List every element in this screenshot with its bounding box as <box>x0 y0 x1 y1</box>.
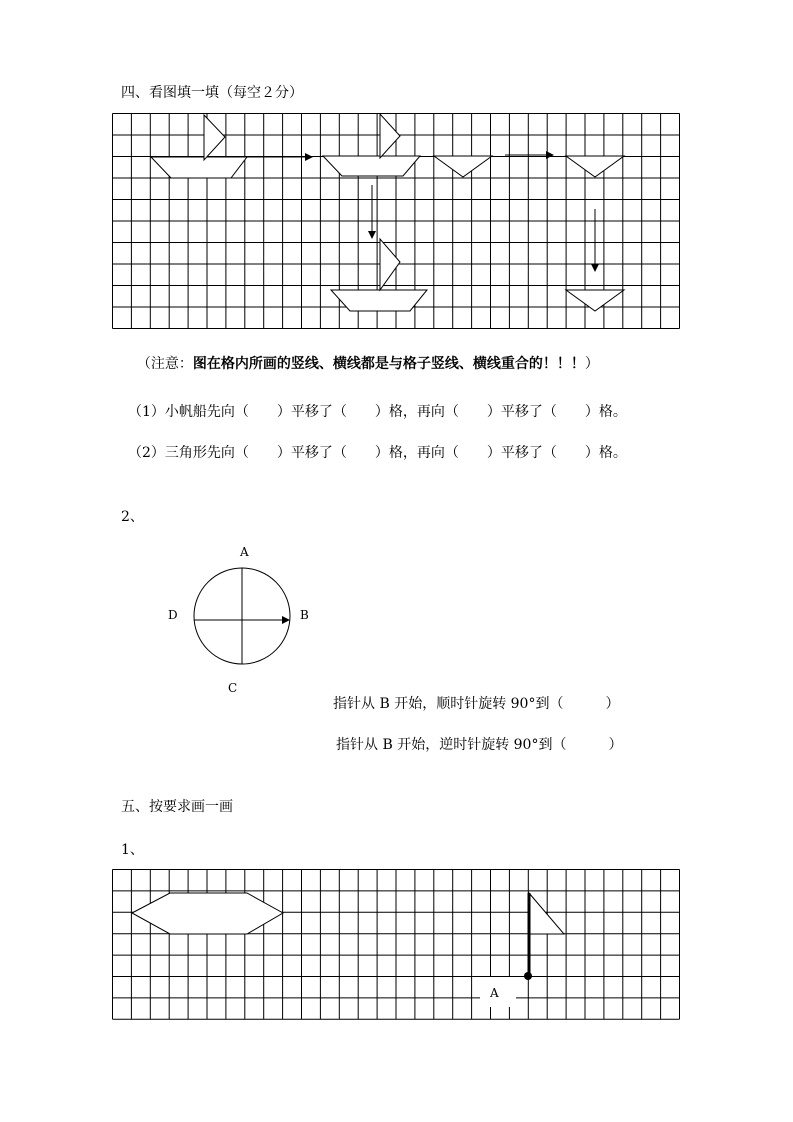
arrow-sailboat-right <box>247 153 313 161</box>
triangle-moved <box>566 156 624 177</box>
note-open: （注意： <box>136 356 193 372</box>
label-c: C <box>228 681 238 695</box>
point-a-label: A <box>490 986 499 1000</box>
question-2: （2）三角形先向（ ）平移了（ ）格，再向（ ）平移了（ ）格。 <box>128 445 627 461</box>
arrow-triangle-down <box>591 209 599 272</box>
label-d: D <box>168 608 178 622</box>
triangle-final <box>566 290 624 311</box>
sailboat-moved <box>323 114 420 176</box>
sailboat-original <box>151 115 247 178</box>
problem2-number: 2、 <box>121 509 144 525</box>
hexagon <box>132 893 283 934</box>
section5-title: 五、按要求画一画 <box>121 799 233 815</box>
label-b: B <box>300 608 309 622</box>
sailboat-final <box>331 239 427 311</box>
note-close: ） <box>584 356 599 372</box>
question-counterclockwise: 指针从 B 开始，逆时针旋转 90°到（ ） <box>336 737 623 753</box>
section4-title: 四、看图填一填（每空２分） <box>121 85 303 101</box>
question-clockwise: 指针从 B 开始，顺时针旋转 90°到（ ） <box>333 696 620 712</box>
section5-number: 1、 <box>121 842 144 858</box>
question-1: （1）小帆船先向（ ）平移了（ ）格，再向（ ）平移了（ ）格。 <box>128 404 627 420</box>
bottom-grid-lines <box>113 870 680 1020</box>
arrow-sailboat-down <box>368 185 376 239</box>
flag <box>524 893 564 980</box>
label-a: A <box>240 545 249 559</box>
triangle-original <box>434 156 492 177</box>
note-bold: 图在格内所画的竖线、横线都是与格子竖线、横线重合的！！！ <box>192 356 585 372</box>
compass-circle <box>194 568 290 664</box>
note <box>128 343 599 371</box>
arrow-triangle-right <box>505 151 554 159</box>
